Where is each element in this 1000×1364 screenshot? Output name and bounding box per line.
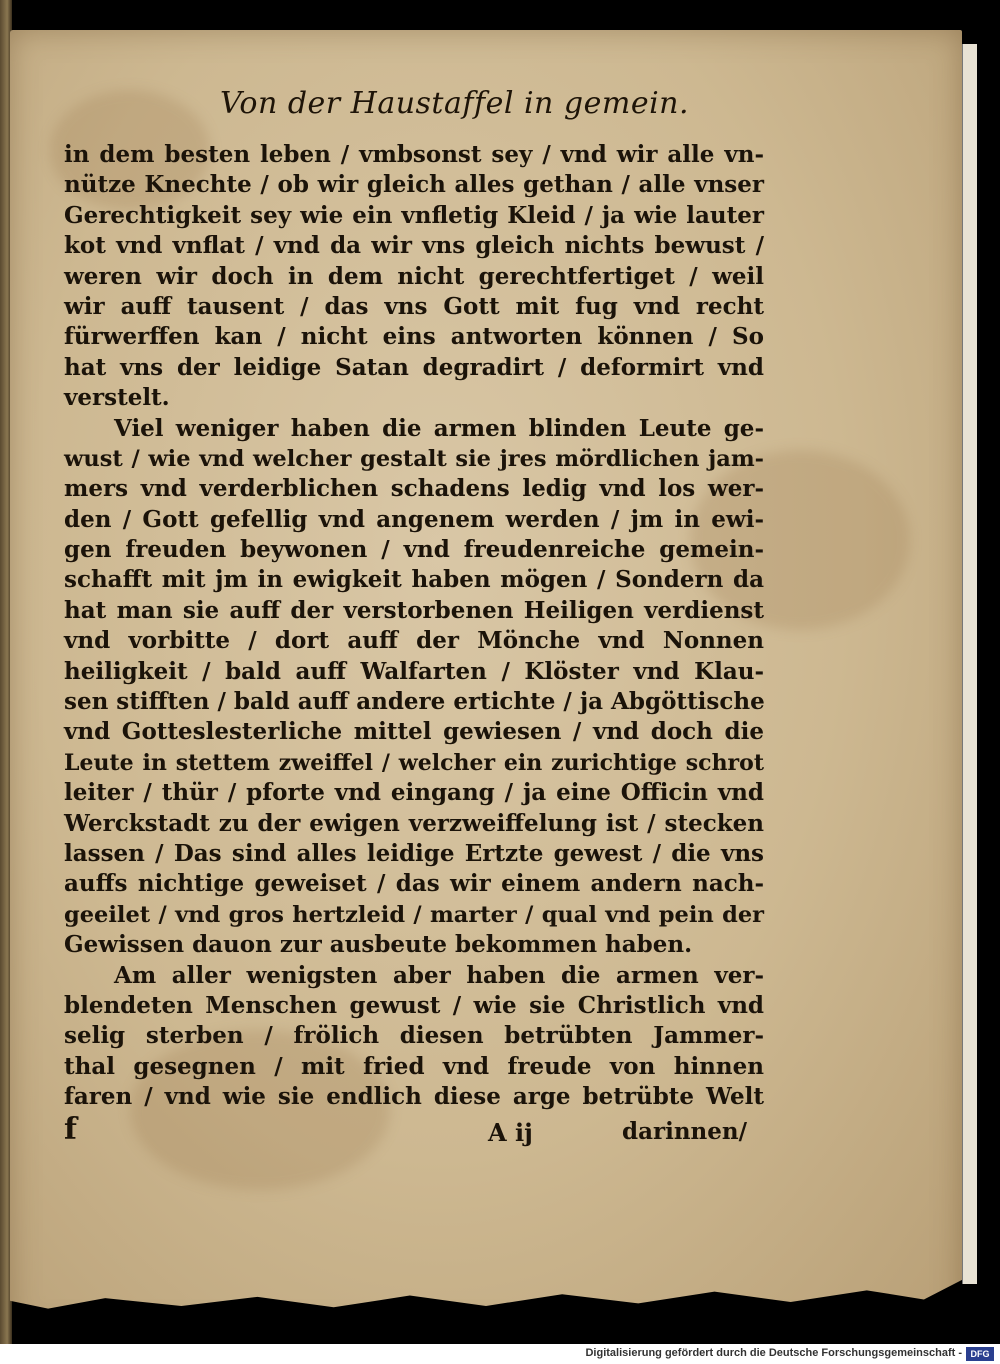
text-line: hat man sie auff der verstorbenen Heiligen verdienst	[64, 596, 764, 624]
text-line: lassen / Das sind alles leidige Ertzte gewest / die vns	[64, 839, 764, 867]
text-line: Am aller wenigsten aber haben die armen ver-	[114, 961, 764, 989]
text-line: geeilet / vnd gros hertzleid / marter / qual vnd pein der	[64, 901, 764, 928]
text-line: Viel weniger haben die armen blinden Leute ge-	[114, 414, 764, 442]
text-line: nütze Knechte / ob wir gleich alles gethan / alle vnser	[64, 171, 764, 199]
text-line: selig sterben / frölich diesen betrübten Jammer-	[64, 1022, 764, 1050]
catch-letter: f	[64, 1112, 77, 1147]
text-line: Gewissen dauon zur ausbeute bekommen haben.	[64, 931, 693, 959]
dfg-logo: DFG	[966, 1347, 994, 1361]
text-line: wir auff tausent / das vns Gott mit fug vnd recht	[64, 292, 764, 320]
text-line: vnd Gotteslesterliche mittel gewiesen / vnd doch die	[64, 718, 764, 746]
text-line: leiter / thür / pforte vnd eingang / ja eine Officin vnd	[64, 779, 764, 807]
text-line: gen freuden beywonen / vnd freudenreiche gemein-	[64, 536, 764, 564]
footer-bar	[0, 1344, 1000, 1364]
text-line: Leute in stettem zweiffel / welcher ein zurichtige schrot	[64, 749, 764, 776]
text-line: schafft mit jm in ewigkeit haben mögen / Sondern da	[64, 566, 764, 594]
text-line: faren / vnd wie sie endlich diese arge betrübte Welt	[64, 1083, 764, 1111]
catchword: darinnen/	[622, 1118, 748, 1145]
text-line: thal gesegnen / mit fried vnd freude von hinnen	[64, 1052, 764, 1080]
text-line: hat vns der leidige Satan degradirt / deformirt vnd	[64, 353, 764, 381]
text-line: fürwerffen kan / nicht eins antworten können / So	[64, 323, 764, 351]
text-line: wust / wie vnd welcher gestalt sie jres mördlichen jam-	[64, 445, 764, 472]
text-line: auffs nichtige geweiset / das wir einem andern nach-	[64, 870, 764, 898]
text-line: sen stifften / bald auff andere ertichte / ja Abgöttische	[64, 688, 765, 716]
signature-mark: A ij	[488, 1118, 533, 1147]
text-line: weren wir doch in dem nicht gerechtfertiget / weil	[64, 262, 764, 290]
page-edge-strip	[962, 44, 977, 1284]
running-head: Von der Haustaffel in gemein.	[220, 86, 690, 121]
catchline	[64, 1112, 764, 1148]
text-line: den / Gott gefellig vnd angenem werden / jm in ewi-	[64, 505, 764, 533]
text-line: mers vnd verderblichen schadens ledig vnd los wer-	[64, 475, 764, 503]
body-text	[64, 140, 764, 1113]
text-line: Werckstadt zu der ewigen verzweiffelung ist / stecken	[64, 809, 764, 837]
text-line: Gerechtigkeit sey wie ein vnfletig Kleid / ja wie lauter	[64, 201, 764, 229]
text-line: verstelt.	[64, 384, 170, 412]
text-line: vnd vorbitte / dort auff der Mönche vnd Nonnen	[64, 627, 764, 655]
text-line: kot vnd vnflat / vnd da wir vns gleich nichts bewust /	[64, 232, 764, 260]
text-line: blendeten Menschen gewust / wie sie Christlich vnd	[64, 991, 764, 1019]
text-line: heiligkeit / bald auff Walfarten / Klöster vnd Klau-	[64, 657, 764, 685]
footer-credit: Digitalisierung gefördert durch die Deutsche Forschungsgemeinschaft -	[585, 1347, 962, 1359]
text-line: in dem besten leben / vmbsonst sey / vnd wir alle vn-	[64, 141, 764, 168]
